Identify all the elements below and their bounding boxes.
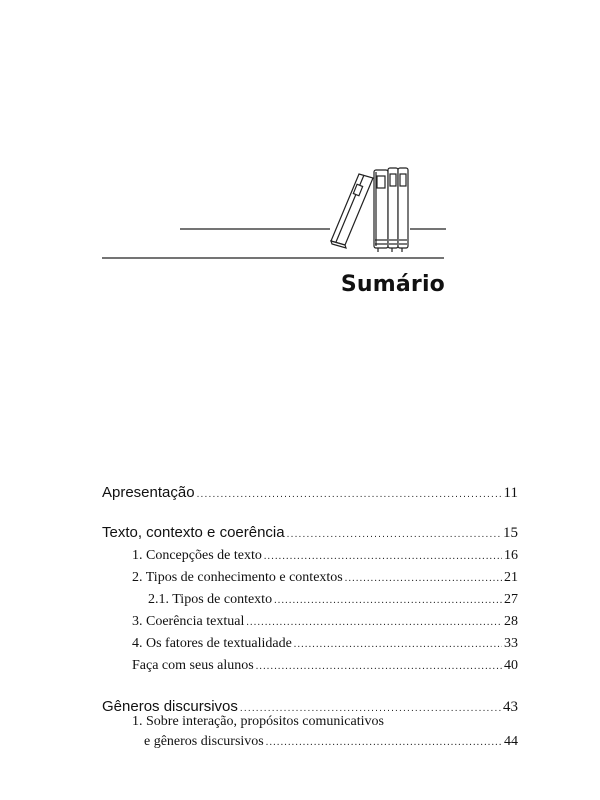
dot-leader [274, 595, 502, 606]
dot-leader [256, 661, 502, 672]
toc-entry-page: 43 [503, 699, 518, 715]
toc-entry-label: Apresentação [102, 484, 195, 501]
toc-entry-sobre-line1[interactable]: 1. Sobre interação, propósitos comunicativos [132, 714, 384, 729]
toc-entry-tipos[interactable] [102, 570, 518, 586]
toc-entry-page: 16 [504, 548, 518, 563]
leaning-book-icon [331, 174, 373, 248]
dot-leader [246, 617, 502, 628]
toc-entry-page: 11 [503, 485, 518, 501]
toc-entry-page: 44 [504, 734, 518, 749]
toc-entry-tipos-contexto[interactable] [102, 592, 518, 608]
dot-leader [287, 529, 501, 540]
toc-entry-page: 15 [503, 525, 518, 541]
dot-leader [294, 639, 502, 650]
toc-entry-label: 2.1. Tipos de contexto [148, 592, 273, 607]
toc-entry-fatores[interactable] [102, 636, 518, 652]
toc-entry-label: e gêneros discursivos [144, 734, 264, 749]
dot-leader [197, 489, 502, 500]
toc-entry-label: Texto, contexto e coerência [102, 524, 285, 541]
toc-entry-page: 40 [504, 658, 518, 673]
standing-books-icon [374, 168, 408, 252]
page-title: Sumário [340, 272, 445, 297]
toc-entry-label: 2. Tipos de conhecimento e contextos [132, 570, 343, 585]
toc-entry-label: 1. Concepções de texto [132, 548, 262, 563]
toc-entry-concepcoes[interactable] [102, 548, 518, 564]
toc-entry-label: 3. Coerência textual [132, 614, 245, 629]
dot-leader [264, 551, 502, 562]
toc-entry-label: Faça com seus alunos [132, 658, 254, 673]
toc-entry-page: 27 [504, 592, 518, 607]
dot-leader [240, 703, 501, 714]
toc-entry-page: 28 [504, 614, 518, 629]
dot-leader [266, 737, 502, 748]
toc-entry-page: 21 [504, 570, 518, 585]
toc-entry-label: Gêneros discursivos [102, 698, 238, 715]
toc-entry-faca[interactable] [102, 658, 518, 674]
toc-entry-page: 33 [504, 636, 518, 651]
toc-entry-apresentacao[interactable] [102, 484, 518, 502]
toc-entry-sobre[interactable] [102, 734, 518, 750]
dot-leader [345, 573, 502, 584]
toc-entry-coerencia[interactable] [102, 614, 518, 630]
toc-entry-texto[interactable] [102, 524, 518, 542]
toc-entry-label: 4. Os fatores de textualidade [132, 636, 292, 651]
